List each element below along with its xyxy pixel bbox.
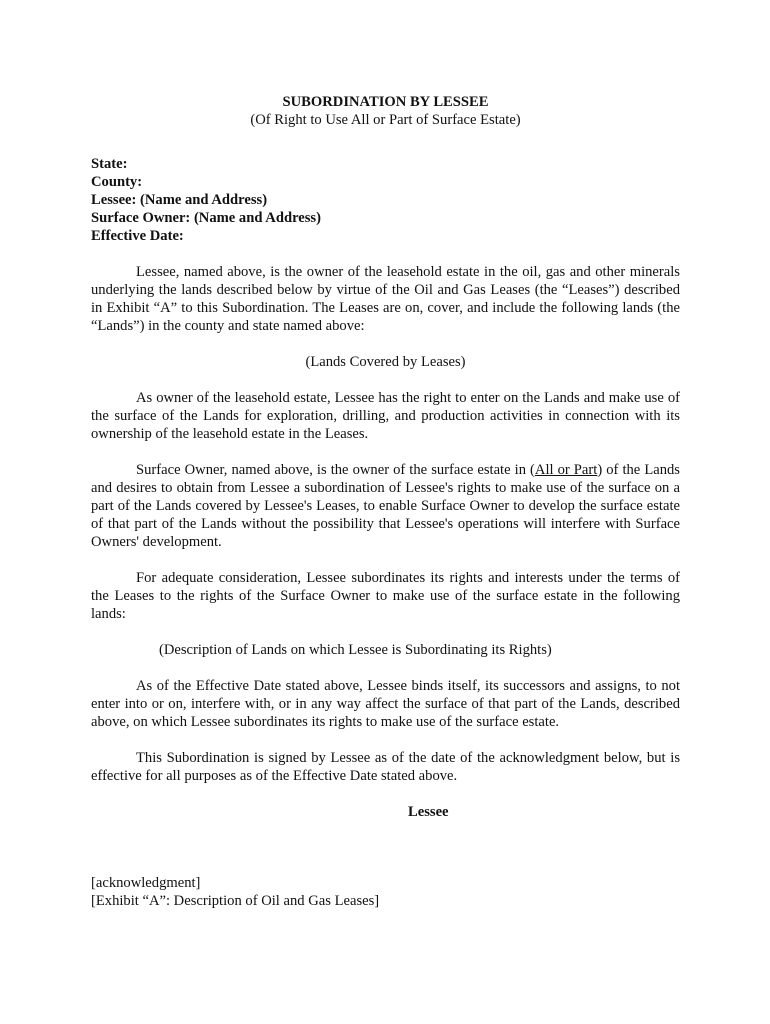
paragraph-consideration: For adequate consideration, Lessee subordinates its rights and interests under the terms of the Leases to the rights of the Surface Owner to make use of the surface estate in the following lands:: [91, 570, 680, 622]
header-fields: [91, 155, 680, 245]
paragraph-binding: As of the Effective Date stated above, Lessee binds itself, its successors and assigns, to not enter into or on, interfere with, or in any way affect the surface of that part of the Lands, described above, on which Lessee subordinates its rights to make use of the surface estate.: [91, 678, 680, 730]
paragraph-signing: This Subordination is signed by Lessee as of the date of the acknowledgment below, but is effective for all purposes as of the Effective Date stated above.: [91, 750, 680, 784]
lands-covered-placeholder: (Lands Covered by Leases): [305, 354, 466, 370]
field-county: County:: [91, 174, 143, 190]
field-effective-date: Effective Date:: [91, 228, 184, 244]
field-lessee: Lessee: (Name and Address): [91, 192, 268, 208]
document-subtitle: (Of Right to Use All or Part of Surface Estate): [250, 112, 521, 128]
field-state: State:: [91, 156, 128, 172]
signature-label: Lessee: [408, 804, 449, 820]
paragraph-surface-owner-after: ) of the Lands and desires to obtain from Lessee a subordination of Lessee's rights to make use of the surface on a part of the Lands covered by Lessee's Leases, to enable Surface Owner to develop the surface estate of that part of the Lands without the possibility that Lessee's operations will interfere with Surface Owners' development.: [91, 462, 680, 550]
paragraph-lessee-rights: As owner of the leasehold estate, Lessee has the right to enter on the Lands and make use of the surface of the Lands for exploration, drilling, and production activities in connection with its ownership of the leasehold estate in the Leases.: [91, 390, 680, 442]
all-or-part-blank: All or Part: [534, 462, 598, 478]
paragraph-surface-owner: [91, 461, 680, 551]
description-lands-placeholder: (Description of Lands on which Lessee is Subordinating its Rights): [159, 642, 552, 658]
paragraph-leases: Lessee, named above, is the owner of the leasehold estate in the oil, gas and other minerals underlying the lands described below by virtue of the Oil and Gas Leases (the “Leases”) described in Exhibit “A” to this Subordination. The Leases are on, cover, and include the following lands (the “Lands”) in the county and state named above:: [91, 264, 680, 334]
exhibit-placeholder: [Exhibit “A”: Description of Oil and Gas Leases]: [91, 893, 380, 909]
acknowledgment-placeholder: [acknowledgment]: [91, 875, 201, 891]
field-surface-owner: Surface Owner: (Name and Address): [91, 210, 321, 226]
document-title: SUBORDINATION BY LESSEE: [282, 94, 489, 110]
paragraph-surface-owner-before: Surface Owner, named above, is the owner of the surface estate in (: [136, 462, 535, 478]
document-page: [91, 93, 680, 910]
